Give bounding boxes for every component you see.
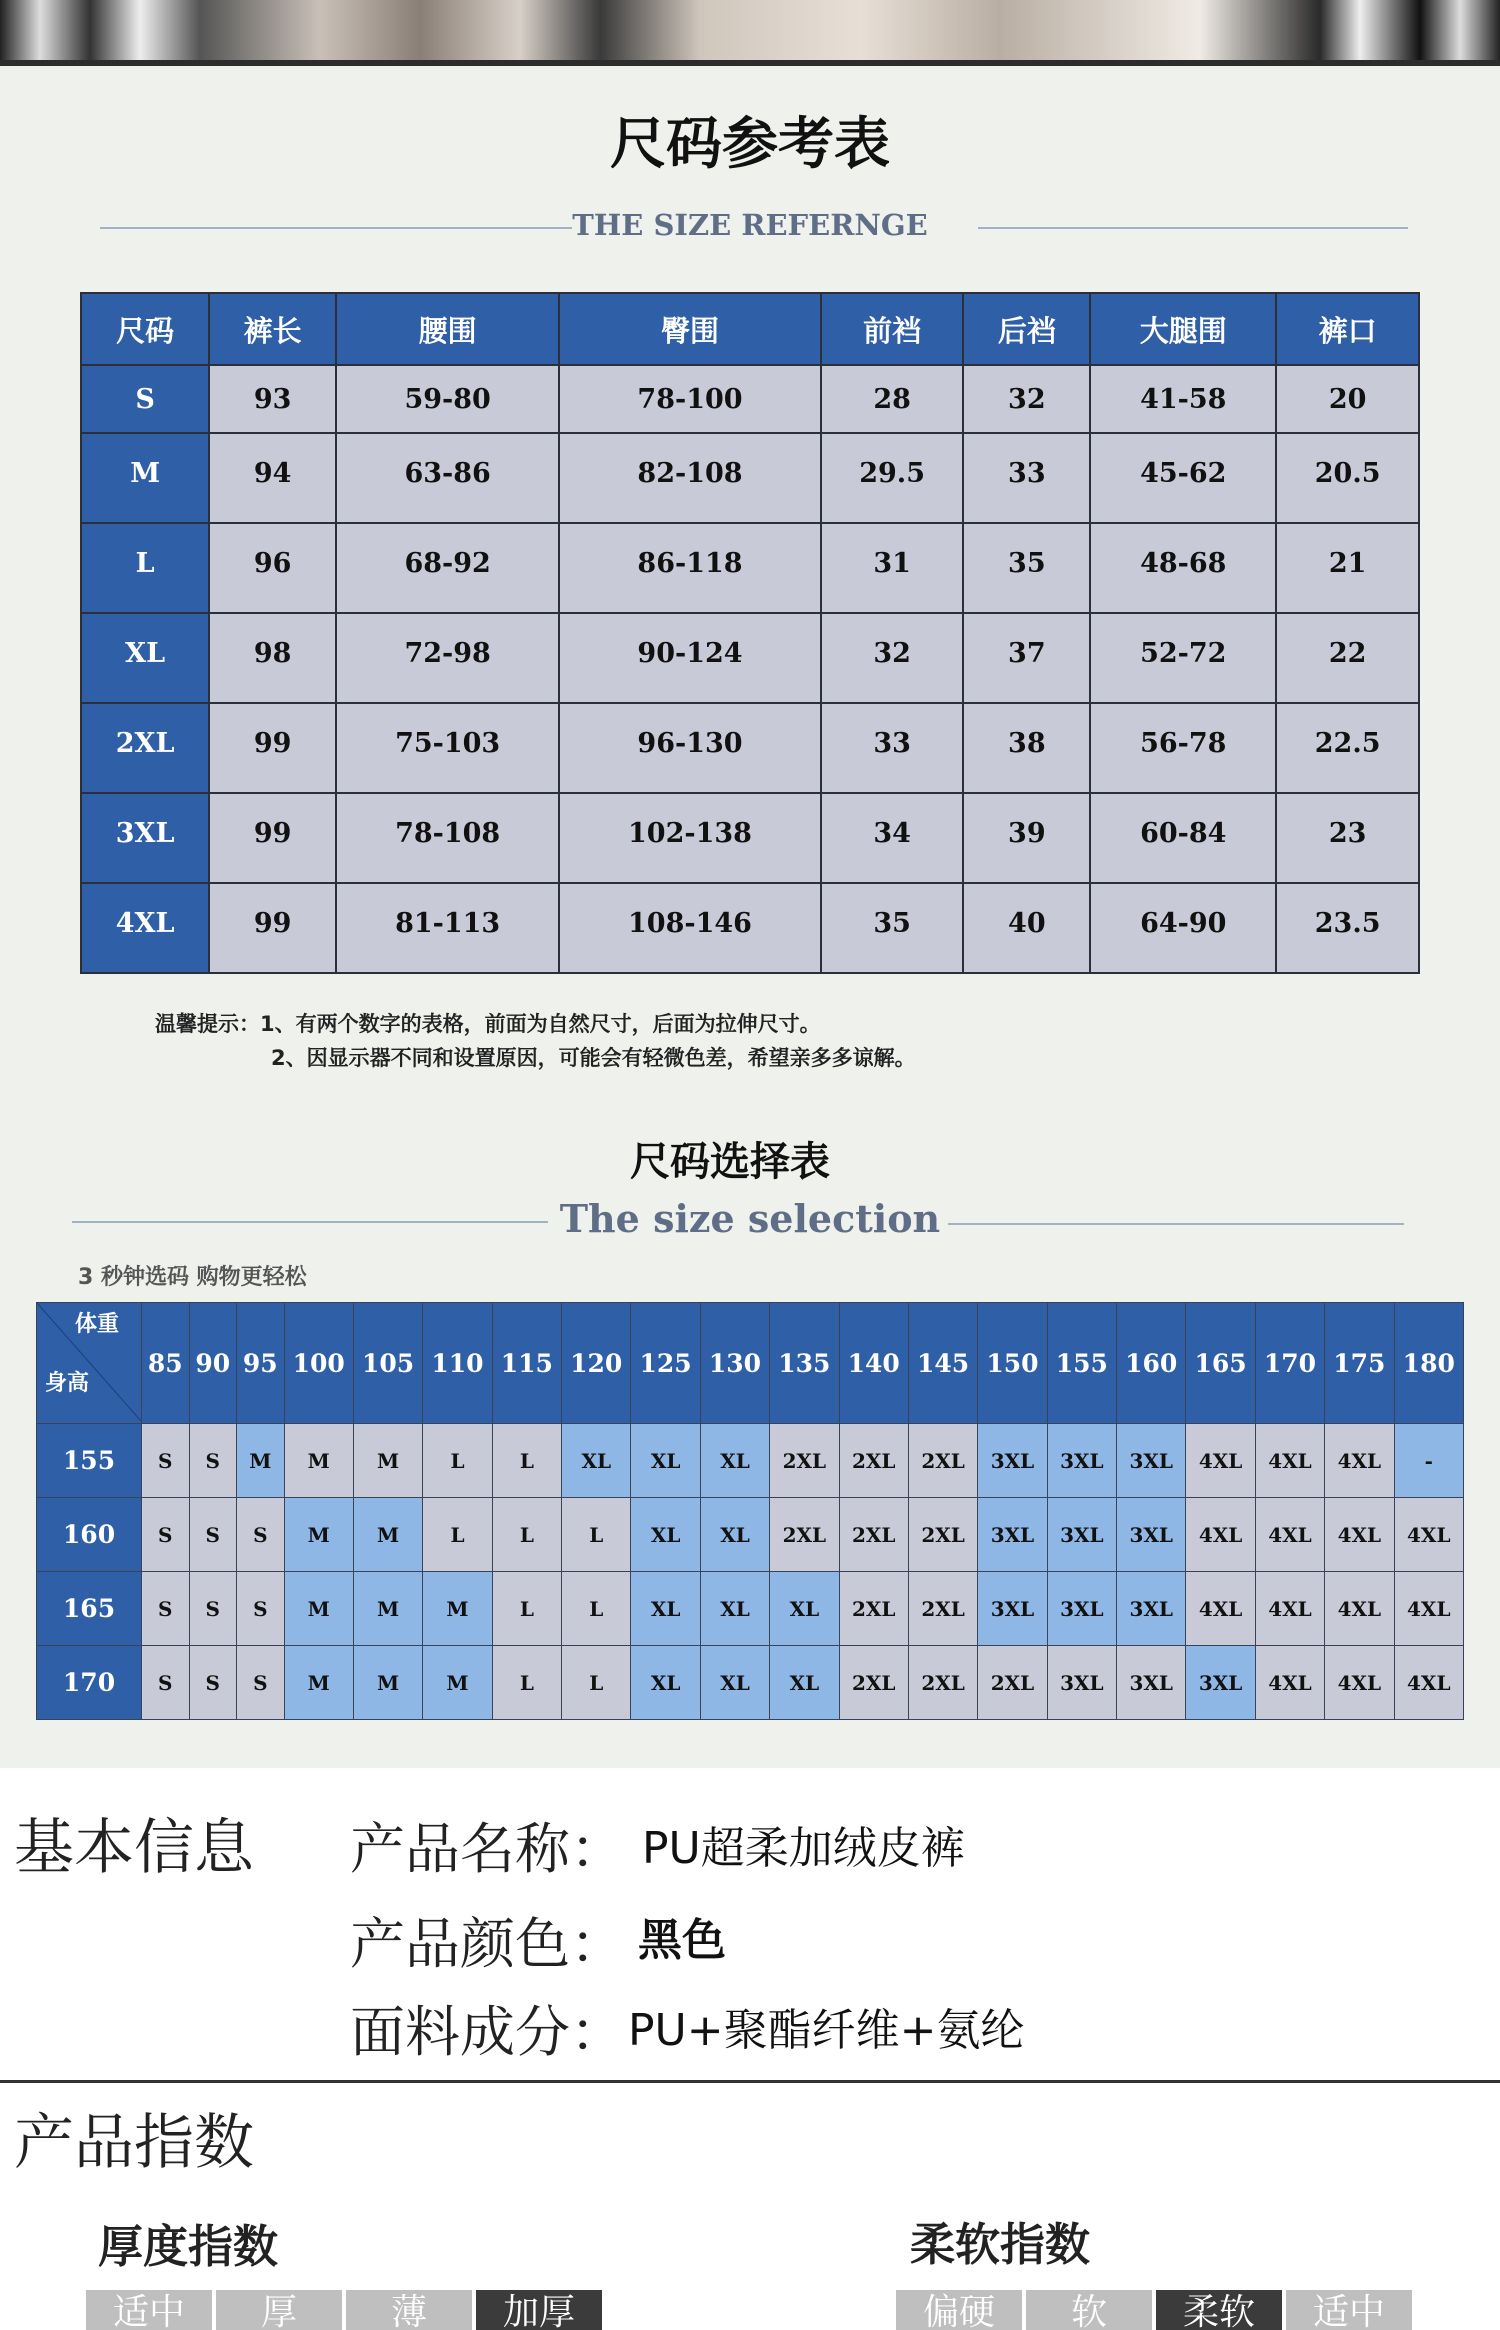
size-recommendation-cell: S <box>237 1498 285 1572</box>
size-col-header: 裤长 <box>209 293 336 365</box>
weight-header-cell: 155 <box>1047 1303 1116 1424</box>
size-value-cell: 102-138 <box>559 793 821 883</box>
size-recommendation-cell: M <box>423 1646 492 1720</box>
size-recommendation-cell: XL <box>631 1498 700 1572</box>
weight-header-cell: 135 <box>770 1303 839 1424</box>
size-recommendation-cell: 2XL <box>770 1498 839 1572</box>
weight-header-cell: 120 <box>562 1303 631 1424</box>
product-name-value: PU超柔加绒皮裤 <box>642 1823 965 1874</box>
size-recommendation-cell: XL <box>700 1646 769 1720</box>
size-recommendation-cell: L <box>562 1646 631 1720</box>
weight-header-cell: 115 <box>492 1303 561 1424</box>
size-recommendation-cell: 2XL <box>908 1646 977 1720</box>
weight-header-cell: 100 <box>284 1303 353 1424</box>
size-ref-subtitle: THE SIZE REFERNGE <box>572 208 928 242</box>
index-option: 薄 <box>346 2290 472 2330</box>
size-recommendation-cell: 2XL <box>839 1646 908 1720</box>
size-recommendation-cell: 3XL <box>1117 1424 1186 1498</box>
size-value-cell: 108-146 <box>559 883 821 973</box>
size-value-cell: 52-72 <box>1090 613 1276 703</box>
size-value-cell: 40 <box>963 883 1090 973</box>
size-value-cell: 22.5 <box>1276 703 1419 793</box>
divider-right <box>978 227 1408 229</box>
corner-cell <box>37 1303 142 1424</box>
size-recommendation-cell: S <box>142 1572 190 1646</box>
size-recommendation-cell: 3XL <box>1047 1646 1116 1720</box>
size-value-cell: 33 <box>963 433 1090 523</box>
size-value-cell: 48-68 <box>1090 523 1276 613</box>
size-table-row <box>81 433 1419 523</box>
size-recommendation-cell: 3XL <box>978 1424 1047 1498</box>
size-label-cell: L <box>81 523 209 613</box>
size-recommendation-cell: XL <box>770 1646 839 1720</box>
size-sel-title: 尺码选择表 <box>630 1139 830 1185</box>
size-recommendation-cell: L <box>423 1498 492 1572</box>
weight-header-cell: 140 <box>839 1303 908 1424</box>
size-value-cell: 20 <box>1276 365 1419 433</box>
size-recommendation-cell: 3XL <box>1117 1572 1186 1646</box>
weight-header-cell: 170 <box>1255 1303 1324 1424</box>
size-recommendation-cell: M <box>284 1498 353 1572</box>
size-value-cell: 56-78 <box>1090 703 1276 793</box>
size-recommendation-cell: 2XL <box>908 1498 977 1572</box>
size-recommendation-cell: 3XL <box>1047 1572 1116 1646</box>
size-recommendation-cell: XL <box>700 1572 769 1646</box>
product-color-label: 产品颜色： <box>350 1912 626 1976</box>
size-value-cell: 93 <box>209 365 336 433</box>
size-recommendation-cell: XL <box>700 1424 769 1498</box>
size-recommendation-cell: L <box>492 1498 561 1572</box>
size-recommendation-cell: 4XL <box>1255 1498 1324 1572</box>
index-option: 软 <box>1026 2290 1152 2330</box>
size-recommendation-cell: 4XL <box>1325 1424 1394 1498</box>
size-value-cell: 86-118 <box>559 523 821 613</box>
size-recommendation-cell: 4XL <box>1255 1646 1324 1720</box>
size-recommendation-cell: M <box>353 1572 422 1646</box>
softness-index-title: 柔软指数 <box>910 2218 1091 2271</box>
height-row <box>37 1498 1464 1572</box>
size-recommendation-cell: 3XL <box>1117 1646 1186 1720</box>
size-label-cell: 4XL <box>81 883 209 973</box>
size-value-cell: 33 <box>821 703 964 793</box>
size-recommendation-cell: S <box>142 1646 190 1720</box>
weight-header-cell: 180 <box>1394 1303 1463 1424</box>
size-value-cell: 34 <box>821 793 964 883</box>
tip-note-1: 温馨提示：1、有两个数字的表格，前面为自然尺寸，后面为拉伸尺寸。 <box>155 1012 821 1036</box>
size-value-cell: 64-90 <box>1090 883 1276 973</box>
size-recommendation-cell: XL <box>562 1424 631 1498</box>
size-value-cell: 90-124 <box>559 613 821 703</box>
size-recommendation-cell: XL <box>631 1424 700 1498</box>
size-label-cell: 3XL <box>81 793 209 883</box>
size-value-cell: 98 <box>209 613 336 703</box>
size-value-cell: 99 <box>209 883 336 973</box>
size-value-cell: 99 <box>209 793 336 883</box>
size-value-cell: 59-80 <box>336 365 559 433</box>
size-value-cell: 35 <box>821 883 964 973</box>
size-label-cell: XL <box>81 613 209 703</box>
size-table-row <box>81 365 1419 433</box>
size-recommendation-cell: 3XL <box>1186 1646 1255 1720</box>
size-value-cell: 82-108 <box>559 433 821 523</box>
size-recommendation-cell: 3XL <box>1117 1498 1186 1572</box>
weight-header-cell: 110 <box>423 1303 492 1424</box>
weight-header-cell: 165 <box>1186 1303 1255 1424</box>
size-value-cell: 22 <box>1276 613 1419 703</box>
size-value-cell: 60-84 <box>1090 793 1276 883</box>
corner-height-label: 身高 <box>45 1370 90 1396</box>
size-recommendation-cell: 2XL <box>908 1424 977 1498</box>
size-recommendation-cell: S <box>189 1646 237 1720</box>
size-sel-tagline: 3 秒钟选码 购物更轻松 <box>78 1265 307 1290</box>
size-recommendation-cell: 3XL <box>1047 1498 1116 1572</box>
size-recommendation-cell: 4XL <box>1325 1498 1394 1572</box>
size-recommendation-cell: M <box>237 1424 285 1498</box>
size-recommendation-cell: XL <box>770 1572 839 1646</box>
size-recommendation-cell: M <box>284 1424 353 1498</box>
size-recommendation-cell: S <box>189 1498 237 1572</box>
size-recommendation-cell: 2XL <box>839 1498 908 1572</box>
index-option: 适中 <box>86 2290 212 2330</box>
size-selection-table <box>36 1302 1464 1720</box>
size-recommendation-cell: 4XL <box>1325 1572 1394 1646</box>
size-table-header <box>81 293 1419 365</box>
weight-header-cell: 90 <box>189 1303 237 1424</box>
fabric-label: 面料成分： <box>350 2000 626 2064</box>
size-value-cell: 21 <box>1276 523 1419 613</box>
height-header-cell: 170 <box>37 1646 142 1720</box>
size-value-cell: 38 <box>963 703 1090 793</box>
divider-right <box>948 1223 1404 1225</box>
size-col-header: 裤口 <box>1276 293 1419 365</box>
size-table-row <box>81 523 1419 613</box>
tip-note-2: 2、因显示器不同和设置原因，可能会有轻微色差，希望亲多多谅解。 <box>271 1046 916 1070</box>
weight-header-cell: 145 <box>908 1303 977 1424</box>
height-row <box>37 1572 1464 1646</box>
size-value-cell: 63-86 <box>336 433 559 523</box>
size-recommendation-cell: 4XL <box>1255 1572 1324 1646</box>
size-value-cell: 75-103 <box>336 703 559 793</box>
size-value-cell: 31 <box>821 523 964 613</box>
weight-header-cell: 130 <box>700 1303 769 1424</box>
fabric-value: PU+聚酯纤维+氨纶 <box>628 2005 1025 2056</box>
size-label-cell: 2XL <box>81 703 209 793</box>
product-photo-strip <box>0 0 1500 66</box>
height-row <box>37 1646 1464 1720</box>
size-recommendation-cell: 4XL <box>1186 1424 1255 1498</box>
corner-weight-label: 体重 <box>75 1311 120 1337</box>
size-value-cell: 39 <box>963 793 1090 883</box>
size-value-cell: 29.5 <box>821 433 964 523</box>
height-row <box>37 1424 1464 1498</box>
size-value-cell: 23.5 <box>1276 883 1419 973</box>
index-option: 偏硬 <box>896 2290 1022 2330</box>
size-recommendation-cell: L <box>492 1424 561 1498</box>
size-col-header: 臀围 <box>559 293 821 365</box>
size-recommendation-cell: L <box>492 1572 561 1646</box>
size-recommendation-cell: 2XL <box>839 1572 908 1646</box>
size-value-cell: 37 <box>963 613 1090 703</box>
basic-info-heading: 基本信息 <box>14 1813 254 1883</box>
size-value-cell: 99 <box>209 703 336 793</box>
size-recommendation-cell: 4XL <box>1394 1646 1463 1720</box>
size-recommendation-cell: M <box>353 1424 422 1498</box>
size-table-row <box>81 883 1419 973</box>
size-value-cell: 78-108 <box>336 793 559 883</box>
thickness-index-title: 厚度指数 <box>98 2220 279 2273</box>
size-recommendation-cell: 2XL <box>770 1424 839 1498</box>
size-col-header: 后裆 <box>963 293 1090 365</box>
size-value-cell: 20.5 <box>1276 433 1419 523</box>
size-recommendation-cell: 4XL <box>1325 1646 1394 1720</box>
size-recommendation-cell: 4XL <box>1186 1572 1255 1646</box>
size-recommendation-cell: 3XL <box>1047 1424 1116 1498</box>
weight-header-cell: 105 <box>353 1303 422 1424</box>
size-value-cell: 23 <box>1276 793 1419 883</box>
product-name-label: 产品名称： <box>350 1817 626 1881</box>
size-col-header: 腰围 <box>336 293 559 365</box>
size-recommendation-cell: M <box>284 1646 353 1720</box>
size-recommendation-cell: 4XL <box>1394 1498 1463 1572</box>
size-recommendation-cell: - <box>1394 1424 1463 1498</box>
size-recommendation-cell: S <box>142 1498 190 1572</box>
size-recommendation-cell: XL <box>631 1646 700 1720</box>
product-index-heading: 产品指数 <box>14 2108 254 2178</box>
size-recommendation-cell: S <box>189 1572 237 1646</box>
size-value-cell: 45-62 <box>1090 433 1276 523</box>
size-recommendation-cell: 4XL <box>1186 1498 1255 1572</box>
size-label-cell: M <box>81 433 209 523</box>
height-header-cell: 165 <box>37 1572 142 1646</box>
weight-header-cell: 125 <box>631 1303 700 1424</box>
size-recommendation-cell: XL <box>700 1498 769 1572</box>
size-recommendation-cell: 2XL <box>839 1424 908 1498</box>
size-recommendation-cell: L <box>423 1424 492 1498</box>
size-recommendation-cell: XL <box>631 1572 700 1646</box>
size-recommendation-cell: 3XL <box>978 1572 1047 1646</box>
weight-header-cell: 160 <box>1117 1303 1186 1424</box>
size-value-cell: 32 <box>821 613 964 703</box>
size-recommendation-cell: S <box>189 1424 237 1498</box>
size-recommendation-cell: M <box>353 1646 422 1720</box>
softness-scale <box>896 2290 1416 2330</box>
size-recommendation-cell: M <box>353 1498 422 1572</box>
weight-header-cell: 150 <box>978 1303 1047 1424</box>
weight-header-cell: 85 <box>142 1303 190 1424</box>
thickness-scale <box>86 2290 606 2330</box>
size-label-cell: S <box>81 365 209 433</box>
size-value-cell: 96-130 <box>559 703 821 793</box>
size-value-cell: 94 <box>209 433 336 523</box>
index-option: 适中 <box>1286 2290 1412 2330</box>
size-table-row <box>81 613 1419 703</box>
weight-header-row <box>37 1303 1464 1424</box>
size-recommendation-cell: 3XL <box>978 1498 1047 1572</box>
size-col-header: 尺码 <box>81 293 209 365</box>
size-value-cell: 96 <box>209 523 336 613</box>
size-sel-subtitle: The size selection <box>559 1196 941 1241</box>
size-recommendation-cell: M <box>423 1572 492 1646</box>
size-reference-table <box>80 292 1420 974</box>
size-recommendation-cell: 2XL <box>978 1646 1047 1720</box>
size-recommendation-cell: 4XL <box>1255 1424 1324 1498</box>
size-value-cell: 41-58 <box>1090 365 1276 433</box>
size-recommendation-cell: S <box>237 1646 285 1720</box>
size-value-cell: 32 <box>963 365 1090 433</box>
size-recommendation-cell: 2XL <box>908 1572 977 1646</box>
size-value-cell: 35 <box>963 523 1090 613</box>
size-value-cell: 72-98 <box>336 613 559 703</box>
size-recommendation-cell: L <box>562 1572 631 1646</box>
size-ref-title: 尺码参考表 <box>610 112 890 177</box>
size-recommendation-cell: L <box>562 1498 631 1572</box>
size-recommendation-cell: S <box>142 1424 190 1498</box>
height-header-cell: 160 <box>37 1498 142 1572</box>
size-recommendation-cell: L <box>492 1646 561 1720</box>
index-option: 柔软 <box>1156 2290 1282 2330</box>
size-table-row <box>81 793 1419 883</box>
size-col-header: 大腿围 <box>1090 293 1276 365</box>
size-recommendation-cell: 4XL <box>1394 1572 1463 1646</box>
size-value-cell: 68-92 <box>336 523 559 613</box>
size-value-cell: 28 <box>821 365 964 433</box>
size-table-row <box>81 703 1419 793</box>
size-value-cell: 81-113 <box>336 883 559 973</box>
index-option: 加厚 <box>476 2290 602 2330</box>
product-color-value: 黑色 <box>638 1915 726 1966</box>
size-value-cell: 78-100 <box>559 365 821 433</box>
section-divider <box>0 2080 1500 2083</box>
height-header-cell: 155 <box>37 1424 142 1498</box>
size-col-header: 前裆 <box>821 293 964 365</box>
size-recommendation-cell: M <box>284 1572 353 1646</box>
size-recommendation-cell: S <box>237 1572 285 1646</box>
weight-header-cell: 95 <box>237 1303 285 1424</box>
index-option: 厚 <box>216 2290 342 2330</box>
weight-header-cell: 175 <box>1325 1303 1394 1424</box>
